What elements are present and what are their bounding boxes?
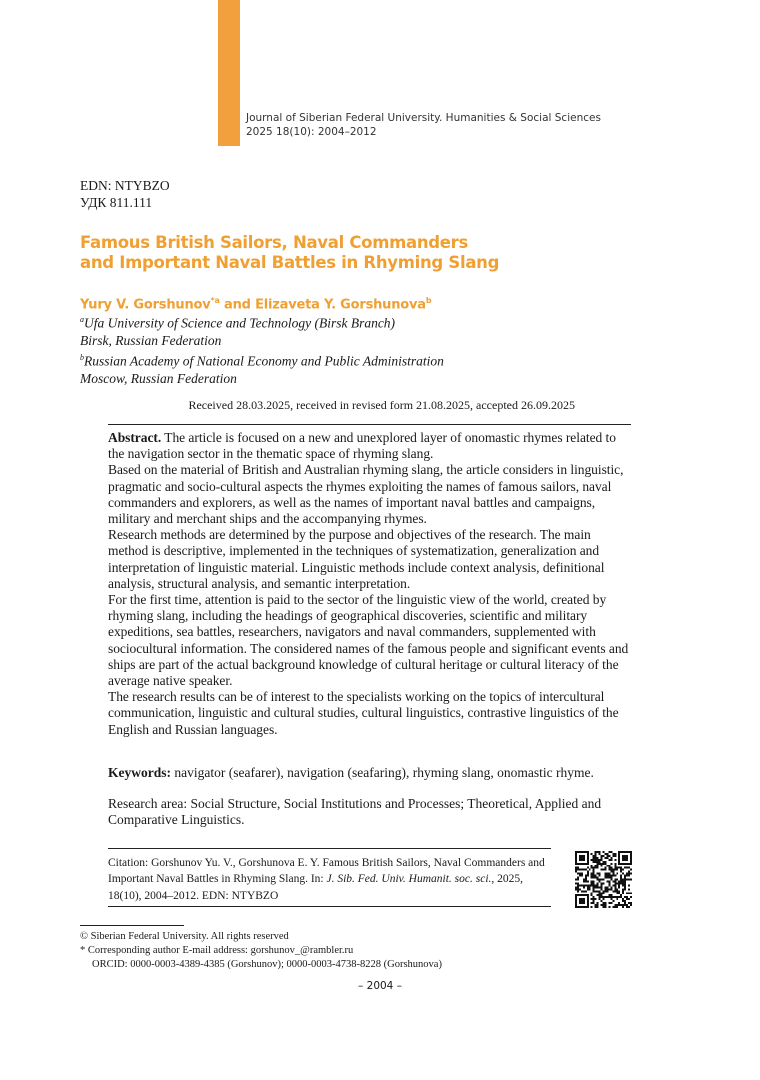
affiliation-a-place: Birsk, Russian Federation: [80, 332, 222, 348]
journal-issue: 2025 18(10): 2004–2012: [246, 125, 377, 138]
citation-divider-top: [108, 848, 551, 849]
research-area: Research area: Social Structure, Social Institutions and Processes; Theoretical, Applied and Comparative Linguistics.: [108, 796, 602, 828]
journal-name: Journal of Siberian Federal University. Humanities & Social Sciences: [246, 112, 601, 124]
affiliation-b-place: Moscow, Russian Federation: [80, 370, 237, 386]
title-line-1: Famous British Sailors, Naval Commanders: [80, 233, 469, 252]
author-2-sup: b: [425, 296, 432, 305]
article-dates: Received 28.03.2025, received in revised form 21.08.2025, accepted 26.09.2025: [188, 398, 575, 412]
keywords: [108, 765, 633, 781]
footnotes: [80, 930, 442, 972]
abstract-paragraph: The research results can be of interest to the specialists working on the topics of intercultural communication, linguistic and cultural studies, cultural linguistics, contrastive linguistics of the English and Russian languages.: [108, 689, 619, 737]
author-2: Elizaveta Y. Gorshunova: [255, 297, 426, 313]
title-line-2: and Important Naval Battles in Rhyming Slang: [80, 253, 500, 272]
affiliation-a-org: $^a$Ufa University of Science and Technology (Birsk Branch): [80, 315, 396, 331]
author-1: Yury V. Gorshunov: [80, 297, 211, 313]
edn-code: EDN: NTYBZO: [80, 178, 170, 193]
citation-divider-bottom: [108, 906, 551, 907]
page-number: – 2004 –: [358, 980, 402, 992]
abstract-paragraph: Based on the material of British and Australian rhyming slang, the article considers in linguistic, pragmatic and socio-cultural aspects the rhymes exploiting the names of famous sailors, naval commanders and explorers, as well as the names of important naval battles and campaigns, military and merchant ships and the accompanying rhymes.: [108, 462, 624, 527]
orcid-note: ORCID: 0000-0003-4389-4385 (Gorshunov); 0000-0003-4738-8228 (Gorshunova): [92, 959, 442, 970]
citation-journal: J. Sib. Fed. Univ. Humanit. soc. sci.: [326, 873, 492, 886]
corresponding-author-note: * Corresponding author E-mail address: gorshunov_@rambler.ru: [80, 945, 354, 956]
abstract-paragraph: Abstract. The article is focused on a new and unexplored layer of onomastic rhymes related to the navigation sector in the thematic space of rhyming slang.: [108, 430, 616, 462]
footnote-divider: [80, 925, 184, 926]
affiliation-b-org: $^b$Russian Academy of National Economy and Public Administration: [80, 353, 444, 369]
abstract-label: Abstract.: [108, 430, 162, 445]
udk-code: УДК 811.111: [80, 195, 153, 210]
author-1-sup: *a: [210, 296, 220, 305]
abstract-paragraph: For the first time, attention is paid to the sector of the linguistic view of the world, created by rhyming slang, including the headings of geographical discoveries, scientific and military expeditions, sea battles, researchers, navigators and naval commanders, supplemented with sociocultural information. The considered names of the famous people and significant events and ships are part of the actual background knowledge of cultural heritage or cultural literacy of the average native speaker.: [108, 592, 629, 689]
author-conjunction: and: [219, 297, 256, 313]
keywords-text: navigator (seafarer), navigation (seafaring), rhyming slang, onomastic rhyme.: [174, 765, 594, 780]
abstract: [108, 430, 633, 738]
keywords-label: Keywords:: [108, 765, 171, 780]
journal-accent-bar: [218, 0, 240, 146]
citation: Citation: Gorshunov Yu. V., Gorshunova E. Y. Famous British Sailors, Naval Commanders and Important Naval Battles in Rhyming Slang. In: J. Sib. Fed. Univ. Humanit. soc. sci., 2025, 18(10), 2004–2012. EDN: NTYBZO: [108, 857, 545, 902]
affiliations: [80, 311, 444, 387]
copyright-note: © Siberian Federal University. All rights reserved: [80, 931, 289, 942]
article-title: [80, 233, 499, 273]
abstract-divider: [108, 424, 631, 425]
qr-code-icon: [575, 851, 632, 908]
journal-header: [246, 112, 601, 139]
abstract-paragraph: Research methods are determined by the purpose and objectives of the research. The main method is descriptive, implemented in the techniques of systematization, generalization and interpretation of linguistic material. Linguistic methods include context analysis, definitional analysis, structural analysis, and semantic interpretation.: [108, 527, 605, 591]
identifiers: [80, 177, 170, 211]
